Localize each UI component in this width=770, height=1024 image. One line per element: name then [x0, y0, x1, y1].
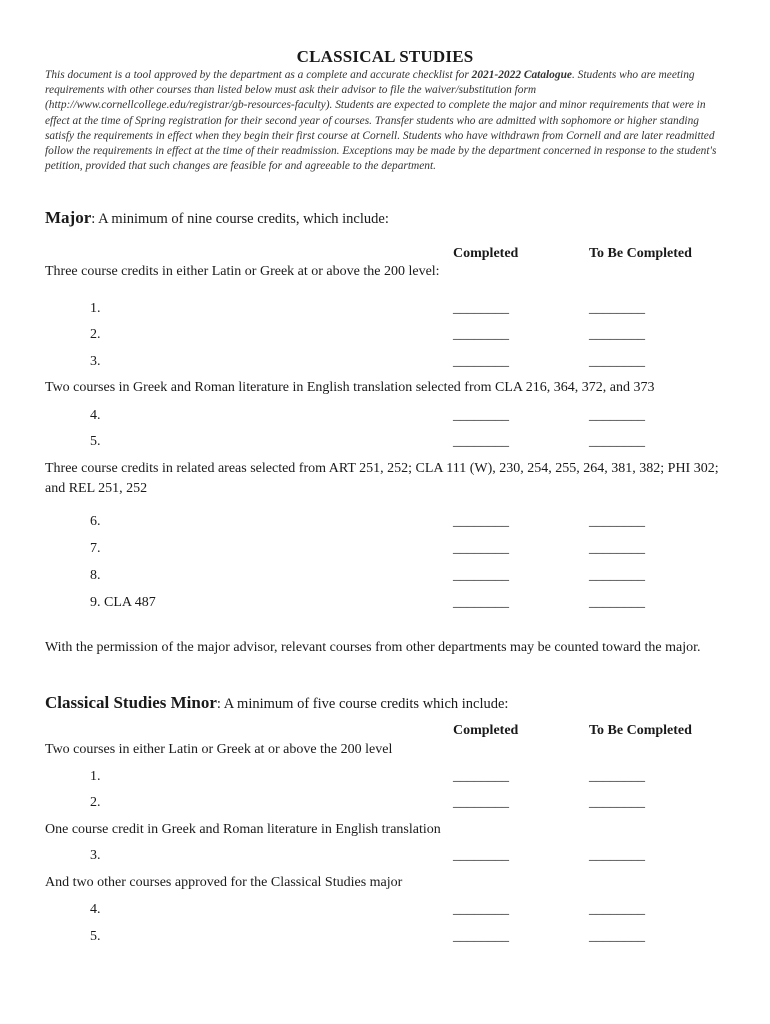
- major-item-2-to-be-completed[interactable]: ________: [589, 327, 645, 342]
- major-requirement-language: Three course credits in either Latin or Greek at or above the 200 level:: [45, 264, 440, 279]
- major-item-3: 3.: [90, 354, 101, 369]
- minor-to-be-completed-header: To Be Completed: [589, 723, 692, 738]
- intro-text-start: This document is a tool approved by the department as a complete and accurate checklist for: [45, 69, 472, 81]
- minor-requirement-literature: One course credit in Greek and Roman literature in English translation: [45, 822, 441, 837]
- minor-requirement-language: Two courses in either Latin or Greek at or above the 200 level: [45, 742, 393, 757]
- major-item-3-to-be-completed[interactable]: ________: [589, 354, 645, 369]
- major-item-1-to-be-completed[interactable]: ________: [589, 301, 645, 316]
- major-item-8-to-be-completed[interactable]: ________: [589, 568, 645, 583]
- minor-item-3-to-be-completed[interactable]: ________: [589, 848, 645, 863]
- major-item-9-completed[interactable]: ________: [453, 595, 509, 610]
- minor-item-2-to-be-completed[interactable]: ________: [589, 795, 645, 810]
- intro-text-rest: . Students who are meeting requirements with other courses than listed below must ask their advisor to file the waiver/substitution form (http://www.cornellcollege.edu/registrar/gb-resources-faculty). Students are expected to complete the major and minor requirements that were in effect at the time of Spring registration for their second year of courses. Transfer students who are admitted with sophomore or higher standing satisfy the requirements in effect when they begin their first course at Cornell. Students who have withdrawn from Cornell and are later readmitted follow the requirements in effect at the time of their readmission. Exceptions may be made by the department concerned in response to the student's petition, provided that such changes are feasible for and agreeable to the department.: [45, 69, 717, 173]
- major-item-7-completed[interactable]: ________: [453, 541, 509, 556]
- major-requirement-literature: Two courses in Greek and Roman literature in English translation selected from CLA 216, 364, 372, and 373: [45, 380, 655, 395]
- major-item-3-completed[interactable]: ________: [453, 354, 509, 369]
- minor-item-5-completed[interactable]: ________: [453, 929, 509, 944]
- minor-item-1: 1.: [90, 769, 101, 784]
- major-to-be-completed-header: To Be Completed: [589, 246, 692, 261]
- major-item-2: 2.: [90, 327, 101, 342]
- minor-item-4-to-be-completed[interactable]: ________: [589, 902, 645, 917]
- major-item-4: 4.: [90, 408, 101, 423]
- major-completed-header: Completed: [453, 246, 519, 261]
- minor-description: : A minimum of five course credits which include:: [216, 696, 509, 712]
- major-item-7-to-be-completed[interactable]: ________: [589, 541, 645, 556]
- major-item-5-completed[interactable]: ________: [453, 434, 509, 449]
- major-item-9-to-be-completed[interactable]: ________: [589, 595, 645, 610]
- major-item-7: 7.: [90, 541, 101, 556]
- minor-item-1-to-be-completed[interactable]: ________: [589, 769, 645, 784]
- minor-item-3-completed[interactable]: ________: [453, 848, 509, 863]
- major-item-5-to-be-completed[interactable]: ________: [589, 434, 645, 449]
- major-item-8-completed[interactable]: ________: [453, 568, 509, 583]
- minor-completed-header: Completed: [453, 723, 519, 738]
- major-description: : A minimum of nine course credits, which include:: [91, 211, 389, 227]
- major-item-6-completed[interactable]: ________: [453, 514, 509, 529]
- page-title: CLASSICAL STUDIES: [296, 47, 474, 66]
- major-requirement-related: Three course credits in related areas selected from ART 251, 252; CLA 111 (W), 230, 254, 255, 264, 381, 382; PHI 302; and REL 251, 252: [45, 461, 719, 496]
- major-item-2-completed[interactable]: ________: [453, 327, 509, 342]
- intro-paragraph: [45, 68, 730, 174]
- major-heading-line: [45, 208, 389, 228]
- major-advisor-note: With the permission of the major advisor, relevant courses from other departments may be counted toward the major.: [45, 640, 701, 655]
- major-item-6-to-be-completed[interactable]: ________: [589, 514, 645, 529]
- major-item-1: 1.: [90, 301, 101, 316]
- minor-item-1-completed[interactable]: ________: [453, 769, 509, 784]
- major-item-4-completed[interactable]: ________: [453, 408, 509, 423]
- minor-item-2-completed[interactable]: ________: [453, 795, 509, 810]
- minor-item-2: 2.: [90, 795, 101, 810]
- minor-heading-line: [45, 693, 508, 713]
- major-item-4-to-be-completed[interactable]: ________: [589, 408, 645, 423]
- minor-heading: Classical Studies Minor: [45, 693, 217, 712]
- minor-item-4-completed[interactable]: ________: [453, 902, 509, 917]
- major-item-6: 6.: [90, 514, 101, 529]
- minor-item-3: 3.: [90, 848, 101, 863]
- major-item-1-completed[interactable]: ________: [453, 301, 509, 316]
- catalogue-year: 2021-2022 Catalogue: [471, 69, 572, 81]
- minor-item-5-to-be-completed[interactable]: ________: [589, 929, 645, 944]
- major-item-8: 8.: [90, 568, 101, 583]
- major-item-5: 5.: [90, 434, 101, 449]
- minor-item-5: 5.: [90, 929, 101, 944]
- minor-item-4: 4.: [90, 902, 101, 917]
- major-item-9: 9. CLA 487: [90, 595, 156, 610]
- minor-requirement-other: And two other courses approved for the Classical Studies major: [45, 875, 403, 890]
- major-heading: Major: [45, 208, 92, 227]
